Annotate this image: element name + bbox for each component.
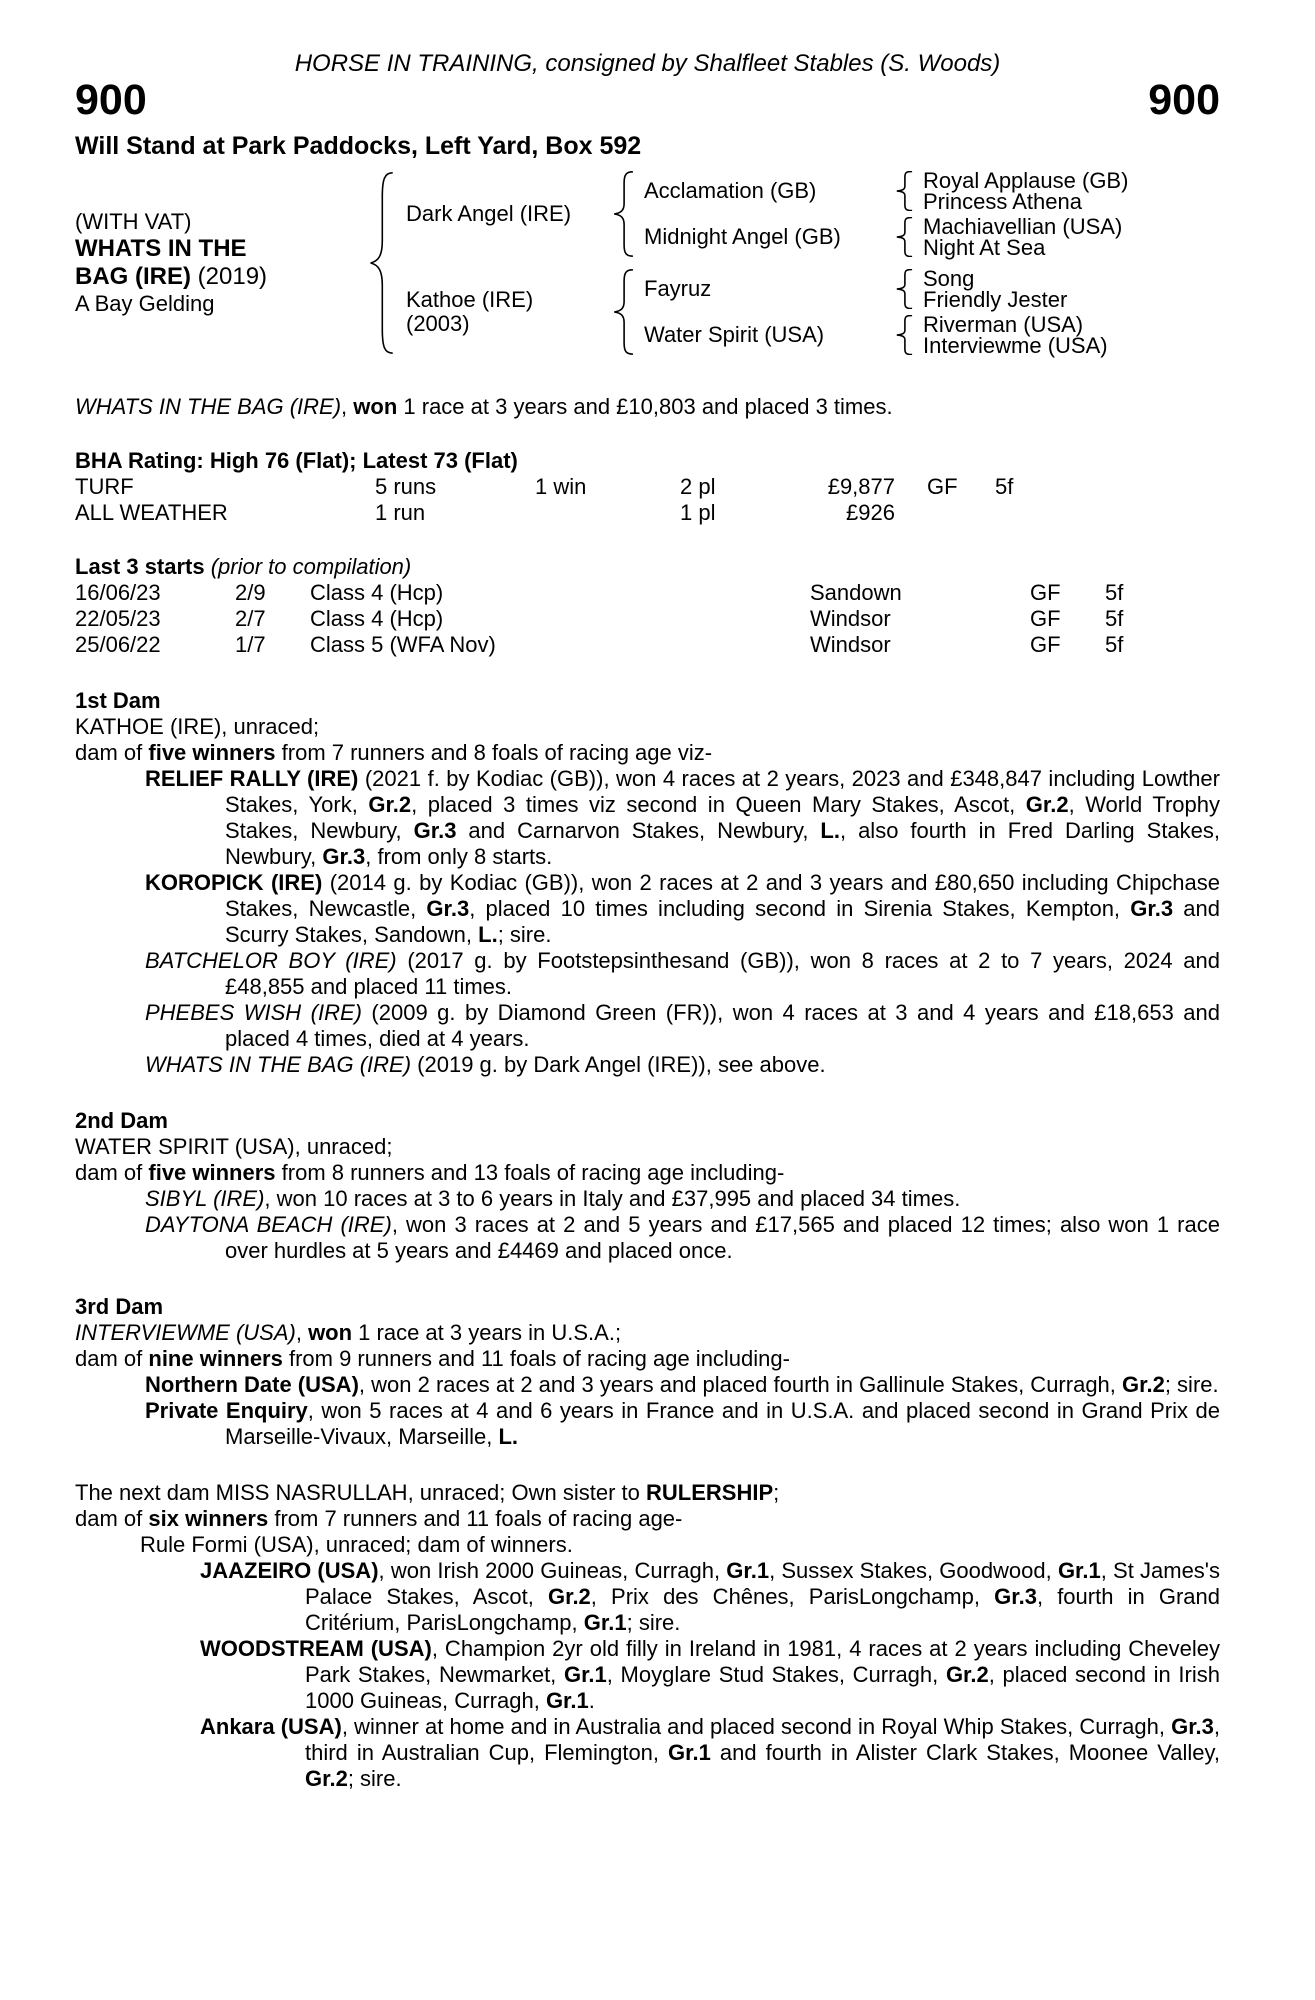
bha-earnings: £9,877	[827, 474, 895, 499]
dam-produce-line: dam of five winners from 8 runners and 13 foals of racing age including-	[75, 1160, 785, 1185]
start-position: 2/9	[235, 580, 266, 605]
bha-rating-heading: BHA Rating: High 76 (Flat); Latest 73 (Flat)	[75, 448, 518, 473]
dam-line: WATER SPIRIT (USA), unraced;	[75, 1134, 393, 1159]
sire-sire-branch	[644, 170, 1128, 212]
last-starts-block	[75, 554, 1220, 658]
dam-name-text: Kathoe (IRE)	[406, 287, 534, 312]
horse-name	[75, 235, 290, 291]
bha-surface: TURF	[75, 474, 134, 499]
offspring-paragraph: JAAZEIRO (USA), won Irish 2000 Guineas, Curragh, Gr.1, Sussex Stakes, Goodwood, Gr.1, St James's Palace Stakes, Ascot, Gr.2, Prix des Chênes, ParisLongchamp, Gr.3, fourth in Grand Critérium, ParisLongchamp, Gr.1; sire.	[200, 1558, 1221, 1635]
last-starts-note: (prior to compilation)	[210, 554, 412, 579]
lot-number-right: 900	[1148, 76, 1220, 124]
great-grandparents-pair	[923, 268, 1067, 310]
start-distance: 5f	[1105, 580, 1124, 605]
foaling-year: (2019)	[197, 263, 268, 290]
bha-places: 2 pl	[680, 474, 716, 499]
bha-wins	[535, 500, 680, 526]
third-dam-section	[75, 1294, 1220, 1450]
start-course: Windsor	[810, 632, 891, 657]
stand-location-line: Will Stand at Park Paddocks, Left Yard, Box 592	[75, 132, 642, 160]
start-class: Class 5 (WFA Nov)	[310, 632, 496, 657]
dam-dam-branch	[644, 314, 1108, 356]
second-dam-section	[75, 1108, 1220, 1264]
start-going: GF	[1030, 580, 1061, 605]
bha-surface: ALL WEATHER	[75, 500, 228, 525]
great-grandsire-name: Machiavellian (USA)	[923, 214, 1123, 239]
start-position: 1/7	[235, 632, 266, 657]
bha-rating-table	[75, 474, 1220, 526]
pedigree-brace-icon	[895, 171, 913, 211]
bha-rating-block	[75, 448, 1220, 526]
start-going: GF	[1030, 632, 1061, 657]
sire-dam-branch	[644, 216, 1128, 258]
start-course: Windsor	[810, 606, 891, 631]
offspring-paragraph: WHATS IN THE BAG (IRE) (2019 g. by Dark Angel (IRE)), see above.	[145, 1052, 826, 1077]
next-dam-produce-line: dam of six winners from 7 runners and 11 foals of racing age-	[75, 1506, 683, 1531]
last-starts-title: Last 3 starts	[75, 554, 211, 579]
great-granddam-name: Interviewme (USA)	[923, 333, 1108, 358]
great-granddam-name: Princess Athena	[923, 189, 1082, 214]
sire-grandparents-column	[644, 170, 1128, 258]
pedigree-subject	[75, 209, 360, 317]
last-starts-heading	[75, 554, 1220, 580]
pedigree-table	[75, 170, 1220, 356]
dam-branch	[406, 268, 1128, 356]
bha-going: GF	[927, 474, 958, 499]
dam-produce-line: dam of five winners from 7 runners and 8 foals of racing age viz-	[75, 740, 713, 765]
dam-dam-name: Water Spirit (USA)	[644, 322, 825, 347]
third-dam-heading: 3rd Dam	[75, 1294, 164, 1319]
bha-runs: 5 runs	[375, 474, 437, 499]
sub-dam-line: Rule Formi (USA), unraced; dam of winners.	[140, 1532, 573, 1557]
sire-sire-name: Acclamation (GB)	[644, 178, 817, 203]
next-dam-section	[75, 1480, 1220, 1792]
offspring-paragraph: Northern Date (USA), won 2 races at 2 and 3 years and placed fourth in Gallinule Stakes, Curragh, Gr.2; sire.	[145, 1372, 1219, 1397]
start-date: 22/05/23	[75, 606, 161, 631]
bha-wins: 1 win	[535, 474, 587, 499]
pedigree-brace-icon	[895, 217, 913, 257]
start-class: Class 4 (Hcp)	[310, 606, 444, 631]
next-dam-line: The next dam MISS NASRULLAH, unraced; Own sister to RULERSHIP;	[75, 1480, 780, 1505]
great-grandsire-name: Song	[923, 266, 975, 291]
dam-sire-branch	[644, 268, 1108, 310]
sire-dam-name: Midnight Angel (GB)	[644, 224, 841, 249]
great-grandparents-pair	[923, 216, 1122, 258]
bha-places: 1 pl	[680, 500, 716, 525]
bha-runs: 1 run	[375, 500, 426, 525]
vat-note: (WITH VAT)	[75, 209, 192, 234]
great-granddam-name: Friendly Jester	[923, 287, 1068, 312]
bha-distance	[995, 500, 1220, 526]
offspring-paragraph: PHEBES WISH (IRE) (2009 g. by Diamond Green (FR)), won 4 races at 3 and 4 years and £18,653 and placed 4 times, died at 4 years.	[145, 1000, 1221, 1051]
dam-sire-name: Fayruz	[644, 276, 712, 301]
offspring-paragraph: WOODSTREAM (USA), Champion 2yr old filly in Ireland in 1981, 4 races at 2 years including Cheveley Park Stakes, Newmarket, Gr.1, Moyglare Stud Stakes, Curragh, Gr.2, placed second in Irish 1000 Guineas, Curragh, Gr.1.	[200, 1636, 1220, 1713]
pedigree-brace-icon	[612, 269, 634, 355]
offspring-paragraph: KOROPICK (IRE) (2014 g. by Kodiac (GB)), won 2 races at 2 and 3 years and £80,650 including Chipchase Stakes, Newcastle, Gr.3, placed 10 times including second in Sirenia Stakes, Kempton, Gr.3 and Scurry Stakes, Sandown, L.; sire.	[145, 870, 1221, 947]
lot-number-left: 900	[75, 76, 147, 124]
offspring-paragraph: SIBYL (IRE), won 10 races at 3 to 6 years in Italy and £37,995 and placed 34 times.	[145, 1186, 961, 1211]
dam-grandparents-column	[644, 268, 1108, 356]
bha-earnings: £926	[846, 500, 895, 525]
great-grandsire-name: Royal Applause (GB)	[923, 168, 1129, 193]
sire-branch	[406, 170, 1128, 258]
start-distance: 5f	[1105, 632, 1124, 657]
horse-description: A Bay Gelding	[75, 291, 215, 316]
start-distance: 5f	[1105, 606, 1124, 631]
start-course: Sandown	[810, 580, 902, 605]
bha-distance: 5f	[995, 474, 1014, 499]
great-granddam-name: Night At Sea	[923, 235, 1046, 260]
second-dam-heading: 2nd Dam	[75, 1108, 168, 1133]
great-grandparents-pair	[923, 314, 1108, 356]
sire-name: Dark Angel (IRE)	[406, 201, 572, 226]
offspring-paragraph: Ankara (USA), winner at home and in Australia and placed second in Royal Whip Stakes, Curragh, Gr.3, third in Australian Cup, Flemington, Gr.1 and fourth in Alister Clark Stakes, Moonee Valley, Gr.2; sire.	[200, 1714, 1221, 1791]
start-date: 25/06/22	[75, 632, 161, 657]
first-dam-heading: 1st Dam	[75, 688, 161, 713]
horse-name-text: WHATS IN THE BAG (IRE)	[75, 235, 247, 290]
offspring-paragraph: Private Enquiry, won 5 races at 4 and 6 years in France and in U.S.A. and placed second in Grand Prix de Marseille-Vivaux, Marseille, L.	[145, 1398, 1221, 1449]
consignor-line: HORSE IN TRAINING, consigned by Shalfleet Stables (S. Woods)	[294, 50, 1001, 77]
offspring-paragraph: RELIEF RALLY (IRE) (2021 f. by Kodiac (GB)), won 4 races at 2 years, 2023 and £348,847 including Lowther Stakes, York, Gr.2, placed 3 times viz second in Queen Mary Stakes, Ascot, Gr.2, World Trophy Stakes, Newbury, Gr.3 and Carnarvon Stakes, Newbury, L., also fourth in Fred Darling Stakes, Newbury, Gr.3, from only 8 starts.	[145, 766, 1221, 869]
pedigree-parents-column	[406, 170, 1128, 356]
great-grandsire-name: Riverman (USA)	[923, 312, 1084, 337]
page-content	[75, 50, 1220, 1792]
dam-line: KATHOE (IRE), unraced;	[75, 714, 320, 739]
race-record-summary: WHATS IN THE BAG (IRE), won 1 race at 3 years and £10,803 and placed 3 times.	[75, 394, 893, 419]
pedigree-brace-icon	[895, 315, 913, 355]
pedigree-brace-icon	[612, 171, 634, 257]
offspring-paragraph: DAYTONA BEACH (IRE), won 3 races at 2 and 5 years and £17,565 and placed 12 times; also won 1 race over hurdles at 5 years and £4469 and placed once.	[145, 1212, 1220, 1263]
start-class: Class 4 (Hcp)	[310, 580, 444, 605]
pedigree-brace-icon	[895, 269, 913, 309]
last-starts-table	[75, 580, 1220, 658]
dam-year: (2003)	[406, 311, 470, 336]
start-date: 16/06/23	[75, 580, 161, 605]
dam-produce-line: dam of nine winners from 9 runners and 11 foals of racing age including-	[75, 1346, 790, 1371]
lot-number-row	[75, 76, 1220, 124]
bha-going	[895, 500, 995, 526]
start-position: 2/7	[235, 606, 266, 631]
pedigree-brace-icon	[368, 171, 394, 355]
start-going: GF	[1030, 606, 1061, 631]
dam-line: INTERVIEWME (USA), won 1 race at 3 years in U.S.A.;	[75, 1320, 622, 1345]
dam-name	[406, 288, 606, 336]
great-grandparents-pair	[923, 170, 1128, 212]
offspring-paragraph: BATCHELOR BOY (IRE) (2017 g. by Footstepsinthesand (GB)), won 8 races at 2 to 7 years, 2024 and £48,855 and placed 11 times.	[145, 948, 1221, 999]
first-dam-section	[75, 688, 1220, 1078]
